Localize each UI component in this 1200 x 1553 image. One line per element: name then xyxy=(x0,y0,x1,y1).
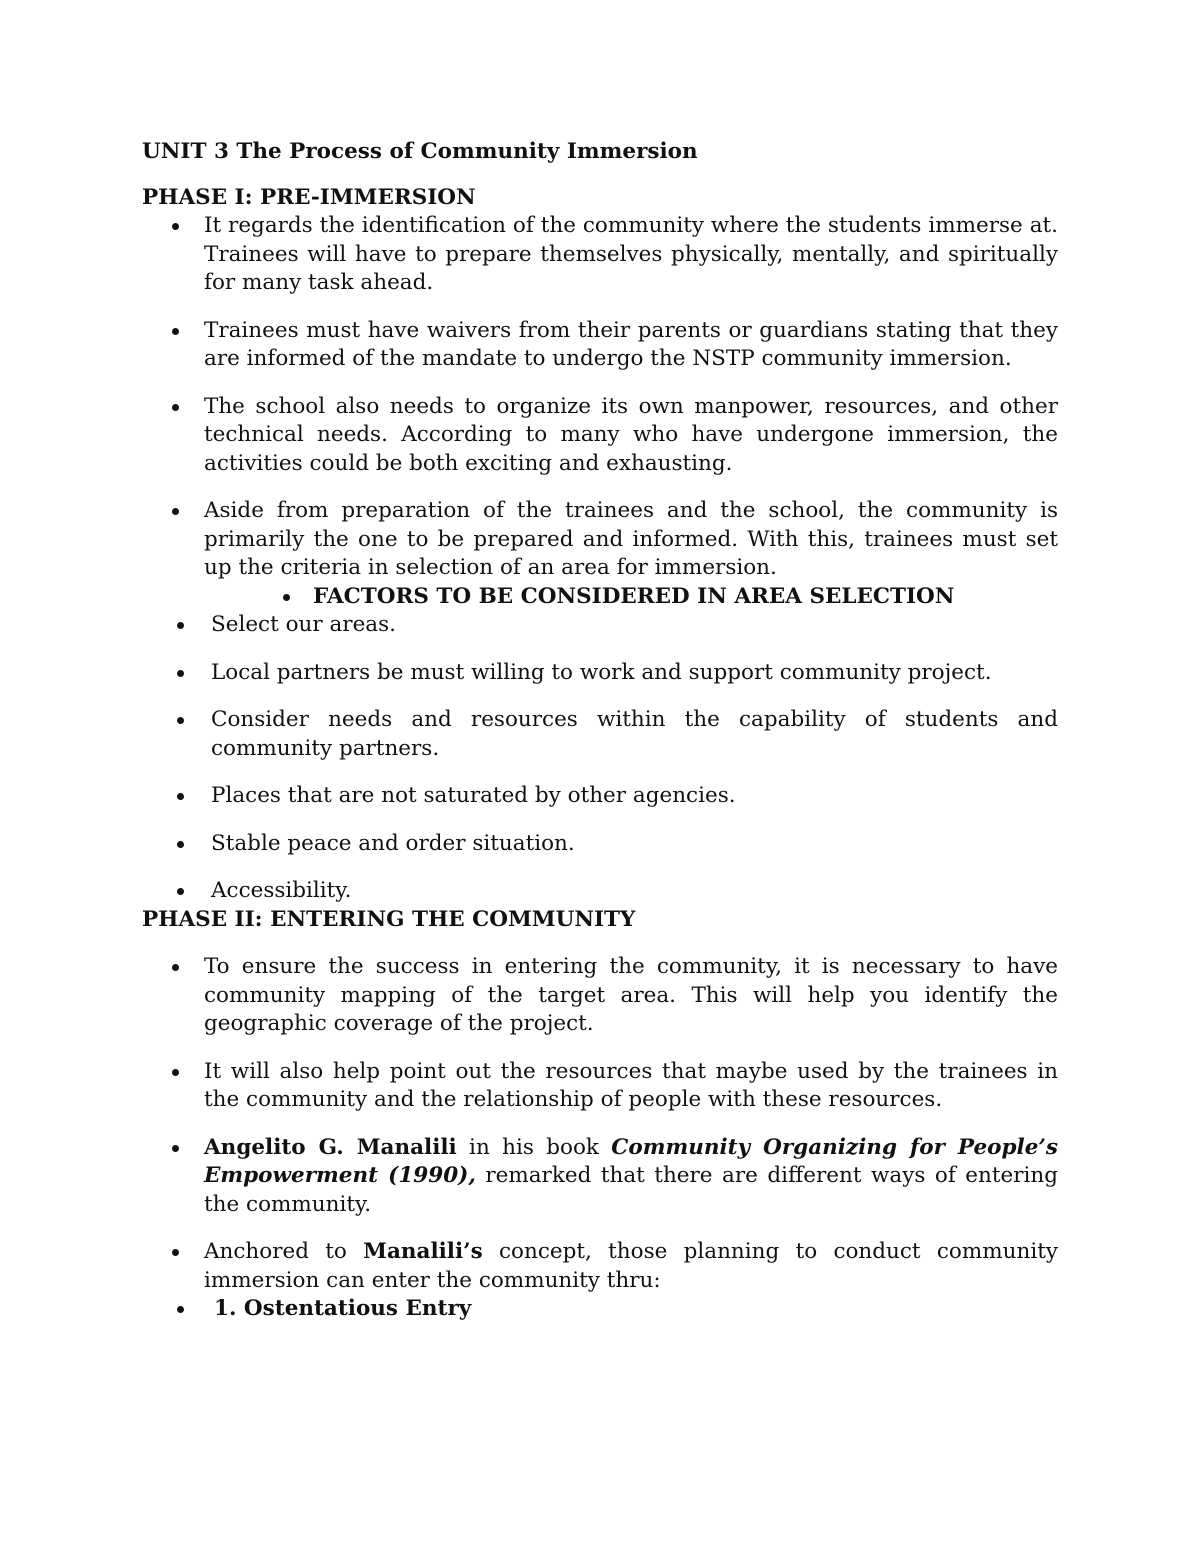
manalili-text-2: remarked that there are different ways of entering the community. xyxy=(204,1163,1058,1217)
list-item: Accessibility. xyxy=(142,877,1058,906)
list-item: It will also help point out the resources that maybe used by the trainees in the community and the relationship of people with these resources. xyxy=(142,1058,1058,1115)
factors-list xyxy=(142,611,1058,906)
list-item: Aside from preparation of the trainees and the school, the community is primarily the one to be prepared and informed. With this, trainees must set up the criteria in selection of an area for immersion. xyxy=(142,497,1058,583)
list-item-manalili xyxy=(142,1134,1058,1220)
list-item-anchored xyxy=(142,1238,1058,1295)
book-title: Community Organizing for People’s Empowerment (1990), xyxy=(204,1134,1058,1188)
ostentatious-entry-heading: 1. Ostentatious Entry xyxy=(142,1295,1058,1324)
unit-title: UNIT 3 The Process of Community Immersion xyxy=(142,139,698,164)
manalili-text-1: in his book xyxy=(456,1134,612,1160)
list-item: Places that are not saturated by other agencies. xyxy=(142,782,1058,811)
list-item: The school also needs to organize its own manpower, resources, and other technical needs. According to many who have undergone immersion, the activities could be both exciting and exhausting. xyxy=(142,393,1058,479)
phase-2-heading: PHASE II: ENTERING THE COMMUNITY xyxy=(142,906,636,932)
anchored-text-1: Anchored to xyxy=(204,1239,364,1264)
author-name: Angelito G. Manalili xyxy=(204,1134,457,1160)
list-item: Consider needs and resources within the capability of students and community partners. xyxy=(142,706,1058,763)
list-item: Trainees must have waivers from their parents or guardians stating that they are informed of the mandate to undergo the NSTP community immersion. xyxy=(142,317,1058,374)
document-content xyxy=(142,138,1058,1343)
list-item: Select our areas. xyxy=(142,611,1058,640)
phase-2-bullet-list xyxy=(142,953,1058,1324)
list-item: To ensure the success in entering the community, it is necessary to have community mapping of the target area. This will help you identify the geographic coverage of the project. xyxy=(142,953,1058,1039)
list-item: It regards the identification of the community where the students immerse at. Trainees will have to prepare themselves physically, mentally, and spiritually for many task ahead. xyxy=(142,212,1058,298)
factors-heading: FACTORS TO BE CONSIDERED IN AREA SELECTION xyxy=(142,583,1058,612)
manalili-name: Manalili’s xyxy=(363,1239,483,1264)
list-item: Local partners be must willing to work and support community project. xyxy=(142,659,1058,688)
list-item: Stable peace and order situation. xyxy=(142,830,1058,859)
phase-1-heading: PHASE I: PRE-IMMERSION xyxy=(142,184,476,210)
phase-1-bullet-list xyxy=(142,212,1058,611)
anchored-text-2: concept, those planning to conduct community immersion can enter the community thru: xyxy=(204,1239,1058,1293)
